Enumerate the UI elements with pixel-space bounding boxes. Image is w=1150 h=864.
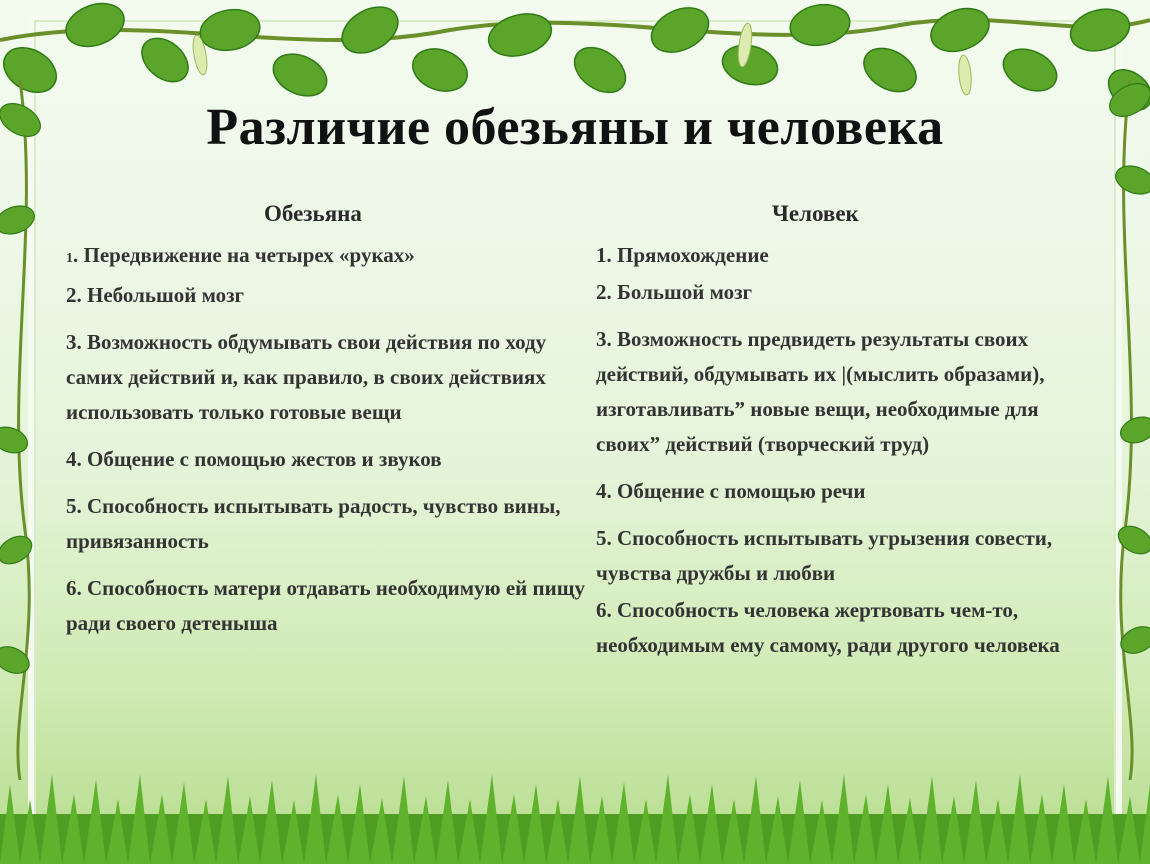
monkey-item-3: 3. Возможность обдумывать свои действия по ходу самих действий и, как правило, в своих действиях использовать только готовые вещи (66, 330, 547, 424)
human-item-6: 6. Способность человека жертвовать чем-то, необходимым ему самому, ради другого человека (596, 598, 1060, 657)
monkey-item-1-number: 1 (66, 251, 73, 266)
monkey-item-4: 4. Общение с помощью жестов и звуков (66, 447, 442, 471)
monkey-item-6: 6. Способность матери отдавать необходимую ей пищу ради своего детеныша (66, 576, 585, 635)
human-item-3: 3. Возможность предвидеть результаты своих действий, обдумывать их |(мыслить образами), изготавливать” новые вещи, необходимые для своих” действий (творческий труд) (596, 327, 1045, 456)
monkey-item-1-text: . Передвижение на четырех «руках» (73, 243, 415, 267)
monkey-item-1 (66, 238, 596, 276)
human-item-2: 2. Большой мозг (596, 280, 753, 304)
monkey-item-2: 2. Небольшой мозг (66, 283, 245, 307)
slide-title: Различие обезьяны и человека (206, 99, 944, 156)
human-item-1: 1. Прямохождение (596, 243, 769, 267)
human-column (596, 196, 1066, 665)
right-vine-decoration (1090, 80, 1150, 780)
left-vine-decoration (0, 80, 60, 780)
monkey-column-header: Обезьяна (264, 201, 362, 226)
human-item-5: 5. Способность испытывать угрызения совести, чувства дружбы и любви (596, 526, 1053, 585)
human-item-4: 4. Общение с помощью речи (596, 479, 866, 503)
human-column-header: Человек (772, 201, 859, 226)
monkey-column (66, 196, 596, 643)
grass-decoration (0, 744, 1150, 864)
monkey-item-5: 5. Способность испытывать радость, чувство вины, привязанность (66, 494, 561, 553)
